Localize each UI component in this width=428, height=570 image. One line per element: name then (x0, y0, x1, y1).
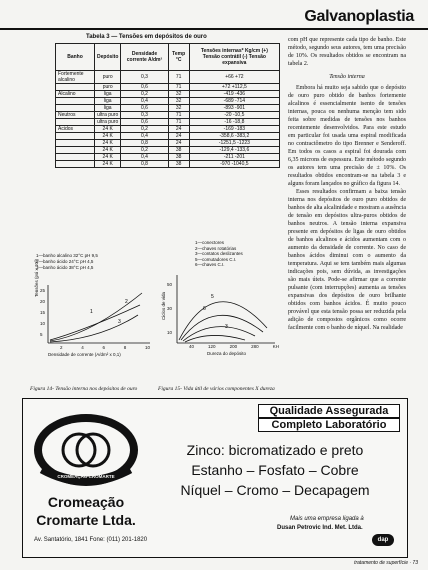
table-row (56, 112, 280, 119)
fig14-xtick: 10 (144, 345, 150, 350)
table-row (56, 133, 280, 140)
table-row (56, 84, 280, 91)
fig14-ytick: 20 (40, 299, 46, 304)
table-cell: -358,6 -383,2 (189, 133, 279, 140)
svg-text:3: 3 (118, 319, 121, 325)
fig15-legend-5: 6—chaves C.I. (195, 262, 225, 267)
table-cell: Fortemente alcalino (56, 71, 95, 84)
table-cell: Ácidos (56, 126, 95, 133)
fig15-legend-4: 5—comutadores C.I. (195, 256, 237, 262)
table-cell: +72 +112,5 (189, 84, 279, 91)
table-cell: -16 -18,8 (189, 119, 279, 126)
fig14-xtick: 2 (60, 345, 63, 350)
table-row (56, 147, 280, 154)
table-cell: 24 K (95, 161, 121, 168)
table-cell: 24 K (95, 133, 121, 140)
section-title: Galvanoplastia (304, 8, 414, 25)
table-cell: -970 -1040,5 (189, 161, 279, 168)
svg-text:6: 6 (203, 306, 206, 312)
table-cell: 0,8 (121, 161, 168, 168)
svg-text:5: 5 (211, 294, 214, 300)
brand-name: Cromeação (47, 494, 125, 510)
fig15-legend-3: 3—contatos deslizantes (195, 251, 243, 256)
table-cell: puro (95, 84, 121, 91)
fig15-curve-2 (181, 315, 263, 340)
right-column (288, 36, 406, 332)
fig14-ytick: 10 (40, 321, 46, 326)
table-caption: Tabela 3 — Tensões em depósitos de ouro (86, 34, 207, 40)
table-cell (56, 161, 95, 168)
table-cell: -419 -436 (189, 91, 279, 98)
table-cell: 0,2 (121, 147, 168, 154)
table-cell (56, 147, 95, 154)
stress-table (55, 43, 280, 168)
fig14-xlabel: Densidade de corrente (A/dm² x 0,1) (48, 352, 121, 357)
table-row (56, 91, 280, 98)
fig14-legend-3: 3—banho ácido 38°C pH 4,5 (36, 265, 94, 270)
fig14-yticks (40, 285, 45, 340)
table-row (56, 71, 280, 84)
svg-text:2: 2 (125, 299, 128, 305)
table-cell: 38 (168, 154, 189, 161)
table-cell: 0,6 (121, 84, 168, 91)
table-cell (56, 84, 95, 91)
table-cell: 71 (168, 84, 189, 91)
table-cell: Neutros (56, 112, 95, 119)
figure-15 (155, 240, 280, 385)
paragraph: com pH que represente cada tipo de banho. Este método, segundo seus autores, tem uma precisão de 10%. Os resultados obtidos se encontram na tabela 2. (288, 37, 406, 67)
table-cell: 0,3 (121, 71, 168, 84)
table-cell: liga (95, 98, 121, 105)
table-cell: +66 +72 (189, 71, 279, 84)
table-cell: 0,2 (121, 91, 168, 98)
table-cell: 0,4 (121, 154, 168, 161)
table-cell: ultra puro (95, 119, 121, 126)
table-cell (56, 140, 95, 147)
fig14-xtick: 6 (102, 345, 105, 350)
svg-text:3: 3 (225, 324, 228, 330)
table-cell: 38 (168, 161, 189, 168)
table-row (56, 126, 280, 133)
fig15-yticks (167, 273, 172, 345)
table-cell: 71 (168, 71, 189, 84)
fig15-ylabel: Ciclos de vida (161, 291, 166, 320)
service-line-1: Zinco: bicromatizado e preto (186, 442, 364, 458)
fig15-legend-1: 1—conectores (195, 240, 225, 245)
service-line-2: Estanho – Fosfato – Cobre (191, 462, 359, 478)
table-header-cell: Temp °C (168, 44, 189, 71)
table-cell: 24 K (95, 140, 121, 147)
fig15-xtick: 120 (208, 344, 216, 349)
fig15-xlabel: Dureza do depósito (207, 351, 247, 356)
table-cell: liga (95, 105, 121, 112)
fig15-ytick: 30 (167, 306, 173, 311)
fig14-caption: Figura 14- Tensão interna nos depósitos de ouro (30, 386, 138, 392)
table-cell: -893 -901 (189, 105, 279, 112)
table-cell: 24 (168, 126, 189, 133)
table-row (56, 98, 280, 105)
table-row (56, 119, 280, 126)
table-row (56, 140, 280, 147)
logo-ring-text: CROMEAÇÃO CROMARTE (57, 474, 115, 479)
table-header-cell: Densidade corrente A/dm² (121, 44, 168, 71)
table-cell: -169 -183 (189, 126, 279, 133)
fig15-ytick: 10 (167, 330, 173, 335)
table-cell: 0,4 (121, 133, 168, 140)
figure-14 (30, 245, 155, 385)
fig15-xtick: 40 (189, 344, 195, 349)
table-cell: 32 (168, 105, 189, 112)
address: Av. Santatório, 1841 Fone: (011) 201-1820 (34, 537, 148, 543)
table-cell: 0,4 (121, 98, 168, 105)
table-cell (56, 133, 95, 140)
fig14-xtick: 8 (123, 345, 127, 350)
services-list (145, 440, 405, 500)
table-row (56, 161, 280, 168)
table-cell: 24 K (95, 126, 121, 133)
laboratory-badge: Completo Laboratório (258, 418, 400, 432)
brand-company: Cromarte Ltda. (36, 512, 136, 528)
table-cell: 71 (168, 119, 189, 126)
fig14-ylabel: Tensões (psi x 10³) (34, 258, 39, 297)
fig14-ytick: 25 (40, 288, 46, 293)
table-row (56, 154, 280, 161)
table-cell: 32 (168, 98, 189, 105)
table-cell: -129,4 -133,6 (189, 147, 279, 154)
table-cell: 0,3 (121, 112, 168, 119)
table-cell: 0,6 (121, 119, 168, 126)
subheading: Tensão interna (329, 74, 365, 80)
table-cell: 24 K (95, 147, 121, 154)
fig14-xticks (60, 345, 150, 350)
table-cell: 38 (168, 147, 189, 154)
fig14-legend-2: 2—banho ácido 24°C pH 4,5 (36, 259, 94, 264)
fig15-xticks (189, 344, 279, 349)
table-cell: puro (95, 71, 121, 84)
table-cell: 24 K (95, 154, 121, 161)
fig15-ytick: 50 (167, 282, 173, 287)
header-rule (0, 28, 428, 30)
table-cell: 0,6 (121, 105, 168, 112)
table-cell: 71 (168, 112, 189, 119)
table-cell (56, 98, 95, 105)
table-cell (56, 119, 95, 126)
table-cell: Alcalino (56, 91, 95, 98)
group-logo: dap (372, 534, 394, 546)
company-logo (32, 411, 140, 489)
page-footer: tratamento de superfície · 73 (354, 560, 418, 566)
group-line-2: Dusan Petrovic Ind. Met. Ltda. (277, 525, 363, 531)
table-header-cell: Depósito (95, 44, 121, 71)
table-cell: -211 -201 (189, 154, 279, 161)
table-cell: 24 (168, 140, 189, 147)
fig15-xtick: 200 (229, 344, 238, 349)
fig15-caption: Figura 15- Vida útil de vários componentes X dureza (158, 386, 275, 392)
table-cell: -689 -714 (189, 98, 279, 105)
svg-text:1: 1 (90, 309, 93, 315)
fig15-xtick: 280 (251, 344, 259, 349)
table-cell: 24 (168, 133, 189, 140)
table-cell: 32 (168, 91, 189, 98)
fig14-ytick: 5 (40, 332, 43, 337)
fig15-plot (155, 240, 280, 385)
table-row (56, 105, 280, 112)
fig15-legend-2: 2—chaves rotatórias (195, 245, 237, 251)
table-cell: liga (95, 91, 121, 98)
fig15-xtick: KH (272, 344, 279, 349)
table-cell: 0,2 (121, 126, 168, 133)
fig14-xtick: 4 (81, 345, 84, 350)
table-cell (56, 154, 95, 161)
paragraph: Embora há muito seja sabido que o depósito de ouro puro obtido de banhos fortemente alcalinos é essencialmente isento de tensões internas, pouca ou nenhuma menção tem sido feita sobre medidas de tensões nos banhos recentemente desenvolvidos. Para este estudo em particular foi usada uma espiral modificada no contractômetro do tipo Brenner e Senderoff. Em todos os casos a espiral foi dourada com 6,35 microns de espessura. Este método segundo os autores tem uma precisão de ± 10%. Os resultados obtidos encontram-se na tabela 3 e alguns foram lançados no gráfico da figura 14. (288, 85, 406, 187)
fig14-plot (30, 245, 155, 385)
fig14-ytick: 15 (40, 310, 46, 315)
fig15-curve-5 (185, 335, 245, 342)
fig14-legend-1: 1—banho alcalino 32°C pH 9,5 (36, 253, 98, 258)
service-line-3: Níquel – Cromo – Decapagem (180, 482, 370, 498)
table-cell: 0,8 (121, 140, 168, 147)
table-cell: -1251,5 -1223 (189, 140, 279, 147)
table-header-cell: Tensões internas* Kg/cm (+) Tensão contrátil (-) Tensão expansiva (189, 44, 279, 71)
paragraph: Esses resultados confirmam a baixa tensão interna nos depósitos de ouro puro obtidos de banhos de alta alcalinidade e mostram a ausência de tensão em depósitos ultra-puros obtidos de banhos neutros. A tensão interna expansiva presente em depósitos de ligas de ouro obtidos de banhos alcalinos e ácidos aumentam com o aumento da densidade de corrente. No caso de banhos ácidos diminui com o aumento da temperatura. Aqui se tem também mais algumas indicações pois, sem dúvida, as investigações são mais úteis. Pode-se afirmar que a corrente pulsante (com interrupções) aumenta as tensões expansivas dos depósitos de ouro brilhante obtidos com banhos ácidos. É muito pouco provável que esta tensão possa ser reduzida pela adição de compostos orgânicos como ocorre facilmente com o banho de níquel. Na realidade (288, 189, 406, 331)
table-cell: ultra puro (95, 112, 121, 119)
table-header-cell: Banho (56, 44, 95, 71)
quality-badge: Qualidade Assegurada (258, 404, 400, 418)
group-line-1: Mais uma empresa ligada à (290, 516, 364, 522)
table-cell (56, 105, 95, 112)
table-cell: -20 -10,5 (189, 112, 279, 119)
